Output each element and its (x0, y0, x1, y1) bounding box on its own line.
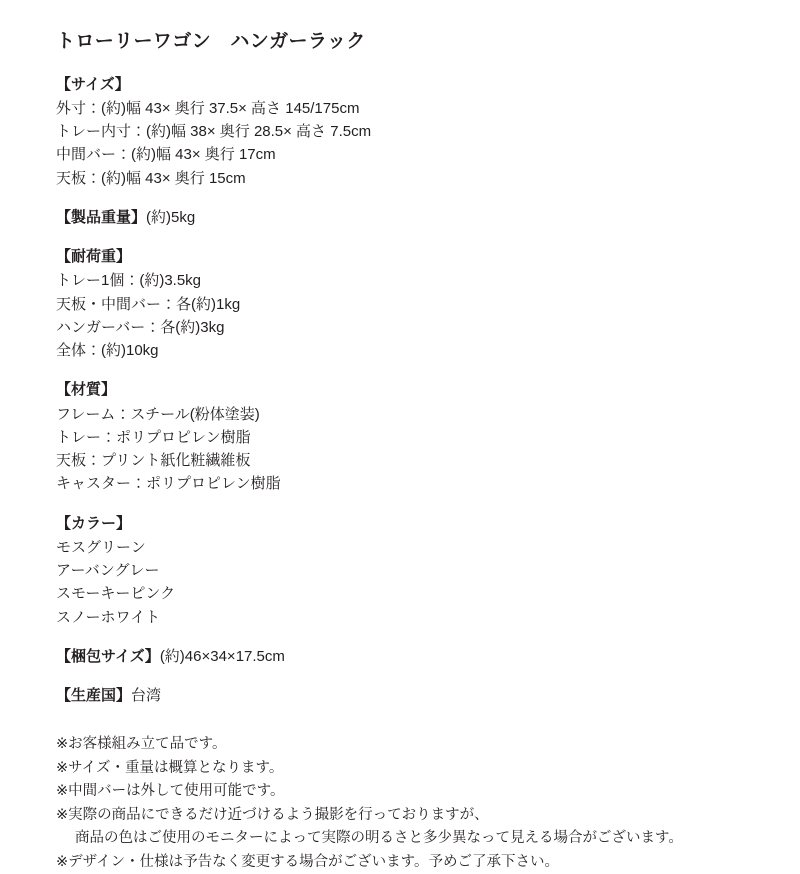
section-value: (約)46×34×17.5cm (159, 647, 285, 665)
color-option: スノーホワイト (56, 608, 161, 626)
section-line: 全体：(約)10kg (56, 342, 159, 360)
spec-section-size (56, 73, 760, 190)
note-item: ※実際の商品にできるだけ近づけるよう撮影を行っておりますが、 (56, 806, 489, 823)
section-line: 天板：(約)幅 43× 奥行 15cm (56, 169, 246, 187)
section-heading: 【材質】 (56, 381, 117, 399)
note-item-continuation: 商品の色はご使用のモニターによって実際の明るさと多少異なって見える場合がございます。 (75, 830, 683, 847)
section-line: トレー内寸：(約)幅 38× 奥行 28.5× 高さ 7.5cm (56, 123, 372, 141)
spec-section-load-capacity (56, 245, 760, 362)
section-line: キャスター：ポリプロピレン樹脂 (56, 475, 281, 493)
section-value: 台湾 (131, 687, 162, 705)
section-heading: 【生産国】 (56, 687, 132, 705)
section-line: トレー1個：(約)3.5kg (56, 272, 202, 290)
section-line: 中間バー：(約)幅 43× 奥行 17cm (56, 146, 276, 164)
note-item: ※サイズ・重量は概算となります。 (56, 759, 284, 776)
section-heading: 【サイズ】 (56, 75, 130, 93)
note-item: ※お客様組み立て品です。 (56, 736, 227, 753)
section-line: トレー：ポリプロピレン樹脂 (56, 428, 251, 446)
section-heading: 【カラー】 (56, 514, 132, 532)
section-line: 天板・中間バー：各(約)1kg (56, 295, 241, 313)
note-item: ※中間バーは外して使用可能です。 (56, 783, 285, 800)
section-line: フレーム：スチール(粉体塗装) (56, 405, 260, 423)
notes-list (56, 733, 760, 874)
section-heading: 【製品重量】 (56, 208, 147, 226)
section-line: 天板：プリント紙化粧繊維板 (56, 452, 251, 470)
spec-section-color (56, 512, 760, 629)
color-option: モスグリーン (56, 538, 146, 556)
color-option: アーバングレー (56, 562, 160, 580)
section-heading: 【梱包サイズ】 (56, 647, 160, 665)
spec-section-package-size (56, 645, 760, 668)
spec-section-material (56, 378, 760, 495)
section-line: 外寸：(約)幅 43× 奥行 37.5× 高さ 145/175cm (56, 99, 360, 117)
section-value: (約)5kg (146, 208, 196, 226)
color-option: スモーキーピンク (56, 585, 176, 603)
note-item: ※デザイン・仕様は予告なく変更する場合がございます。予めご了承下さい。 (56, 853, 559, 870)
section-line: ハンガーバー：各(約)3kg (56, 318, 225, 336)
spec-section-country-of-origin (56, 684, 760, 707)
page-title: トローリーワゴン ハンガーラック (56, 31, 366, 52)
section-heading: 【耐荷重】 (56, 248, 132, 266)
spec-section-product-weight (56, 206, 760, 229)
